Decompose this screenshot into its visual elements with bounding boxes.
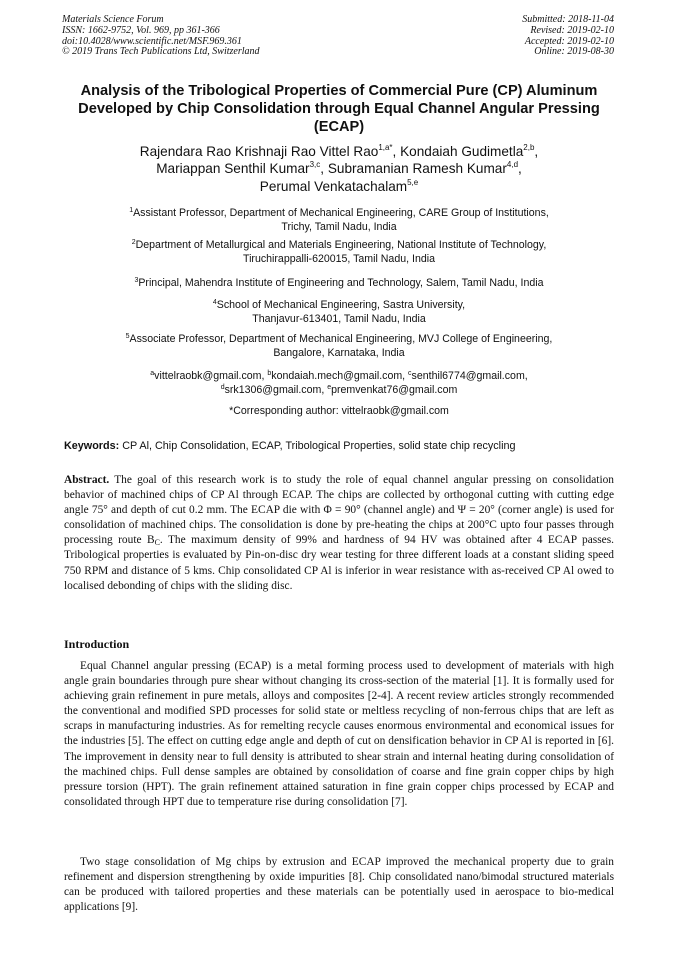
affiliation-line: Bangalore, Karnataka, India <box>273 347 405 359</box>
affiliation <box>70 206 608 234</box>
email-sup: a <box>150 370 155 377</box>
date-submitted: Submitted: 2018-11-04 <box>522 14 614 25</box>
keywords-label: Keywords: <box>64 440 120 452</box>
author-sup: 5,e <box>407 177 419 187</box>
affiliation <box>70 238 608 266</box>
email-address: premvenkat76@gmail.com <box>331 384 458 396</box>
body-paragraph: Equal Channel angular pressing (ECAP) is a metal forming process used to development of materials with high angle grain boundaries through pure shear without changing its cross-section of the material [1]. It is formally used for achieving grain refinement in pure metals, alloys and composites [2-4]. A recent review articles strongly recommended the conventional and modified SPD processes for solid state or meltless recycling of non-ferrous chips that are left as scraps in manufacturing industries. As for remelting recycle causes enormous environmental and economical issues for the industries [5]. The effect on cutting edge angle and depth of cut on densification behavior in CP Al is reported in [6]. The improvement in density near to full density is attributed to shear strain and internal heating during consolidation of the machined chips. Full dense samples are obtained by consolidation of coarse and fine grain copper chips by high pressure torsion (HPT). The grain refinement attained saturation in fine grain copper chips processed by ECAP and consolidated through HPT due to temperature rise during consolidation [7]. <box>64 660 614 808</box>
date-revised: Revised: 2019-02-10 <box>530 24 614 36</box>
abstract-text-continued: . The maximum density of 99% and hardness of 94 HV was obtained after 4 ECAP passes. Tribological properties is evaluated by Pin-on-disc dry wear testing for three different loads at a constant sliding speed 750 RPM and distance of 5 kms. Chip consolidated CP Al is inferior in wear resistance with as-received CP Al owed to localised debonding of chips with the sliding disc. <box>64 534 614 592</box>
affiliation-line: Tiruchirappalli-620015, Tamil Nadu, India <box>243 253 435 265</box>
affiliation <box>70 276 608 290</box>
email-address: senthil6774@gmail.com, <box>411 370 528 382</box>
email-sup: c <box>408 370 412 377</box>
abstract-text: The goal of this research work is to study the role of equal channel angular pressing on consolidation behavior of machined chips of CP Al through ECAP. The chips are collected by orthogonal cutting with cutting edge angle 75° and depth of cut 0.2 mm. The ECAP die with Φ = 90° (channel angle) and Ψ = 20° (corner angle) is used for consolidation of machined chips. The consolidation is done by pre-heating the chips at 200°C upto four passes through processing route B <box>64 474 614 547</box>
affiliation-line: Assistant Professor, Department of Mechanical Engineering, CARE Group of Institutions, <box>133 207 549 219</box>
section-heading: Introduction <box>64 637 130 651</box>
author-emails <box>70 369 608 397</box>
author-sup: 3,c <box>309 160 321 170</box>
keywords-text: CP Al, Chip Consolidation, ECAP, Tribological Properties, solid state chip recycling <box>119 440 516 452</box>
email-address: srk1306@gmail.com, <box>224 384 328 396</box>
date-online: Online: 2019-08-30 <box>534 46 614 58</box>
affiliation-line: School of Mechanical Engineering, Sastra University, <box>216 299 466 311</box>
affiliation-number: 4 <box>212 299 217 306</box>
affiliation-line: Associate Professor, Department of Mechanical Engineering, MVJ College of Engineering, <box>129 333 553 345</box>
email-sup: d <box>220 384 225 391</box>
abstract-label: Abstract. <box>64 474 110 486</box>
email-sup: e <box>327 384 332 391</box>
affiliation <box>70 332 608 360</box>
affiliation-line: Department of Metallurgical and Materials Engineering, National Institute of Technology, <box>135 239 547 251</box>
publication-dates <box>522 15 614 58</box>
affiliation-line: Trichy, Tamil Nadu, India <box>281 221 397 233</box>
author-name: Rajendara Rao Krishnaji Rao Vittel Rao <box>139 144 379 159</box>
author-sup: 1,a* <box>378 143 393 152</box>
author-name: Mariappan Senthil Kumar <box>156 161 310 177</box>
affiliation-line: Thanjavur-613401, Tamil Nadu, India <box>252 313 426 325</box>
email-address: kondaiah.mech@gmail.com, <box>271 370 409 382</box>
author-sup: 2,b <box>523 143 535 152</box>
journal-issn: ISSN: 1662-9752, Vol. 969, pp 361-366 <box>62 24 220 36</box>
paper-title: Analysis of the Tribological Properties of Commercial Pure (CP) Aluminum Developed by Chip Consolidation through Equal Channel Angular Pressing (ECAP) <box>78 83 600 135</box>
abstract-subscript: C <box>154 538 160 548</box>
affiliation-number: 5 <box>125 333 130 340</box>
affiliation-number: 3 <box>134 277 139 284</box>
keywords <box>64 439 624 453</box>
author-name: Kondaiah Gudimetla <box>400 144 524 159</box>
author-name: Subramanian Ramesh Kumar <box>327 161 507 177</box>
affiliation-line: Principal, Mahendra Institute of Engineering and Technology, Salem, Tamil Nadu, India <box>138 277 544 289</box>
journal-info <box>62 15 260 58</box>
journal-doi: doi:10.4028/www.scientific.net/MSF.969.361 <box>62 35 242 47</box>
abstract <box>64 473 614 594</box>
author-name: Perumal Venkatachalam <box>259 178 408 194</box>
corresponding-author: *Corresponding author: vittelraobk@gmail.com <box>229 405 449 417</box>
journal-name: Materials Science Forum <box>62 14 164 25</box>
email-address: vittelraobk@gmail.com, <box>154 370 268 382</box>
email-sup: b <box>267 370 272 377</box>
affiliation-number: 1 <box>129 207 134 214</box>
affiliation-number: 2 <box>131 239 136 246</box>
body-paragraph: Two stage consolidation of Mg chips by extrusion and ECAP improved the mechanical property due to grain refinement and dispersion strengthening by oxide impurities [8]. Chip consolidated nano/bimodal structured materials can be produced with tailored properties and these materials can be potentially used in aerospace to bio-medical applications [9]. <box>64 856 614 914</box>
journal-copyright: © 2019 Trans Tech Publications Ltd, Switzerland <box>62 46 260 58</box>
affiliation <box>70 298 608 326</box>
author-list: Rajendara Rao Krishnaji Rao Vittel Rao$^{1,a*}$, Kondaiah Gudimetla$^{2,b}$, Mariappan Senthil Kumar$^{3,c}$, Subramanian Ramesh Kumar$^{4,d}$, Perumal Venkatachalam$^{5,e}$ <box>139 143 539 194</box>
date-accepted: Accepted: 2019-02-10 <box>524 35 614 47</box>
author-sup: 4,d <box>506 160 519 170</box>
